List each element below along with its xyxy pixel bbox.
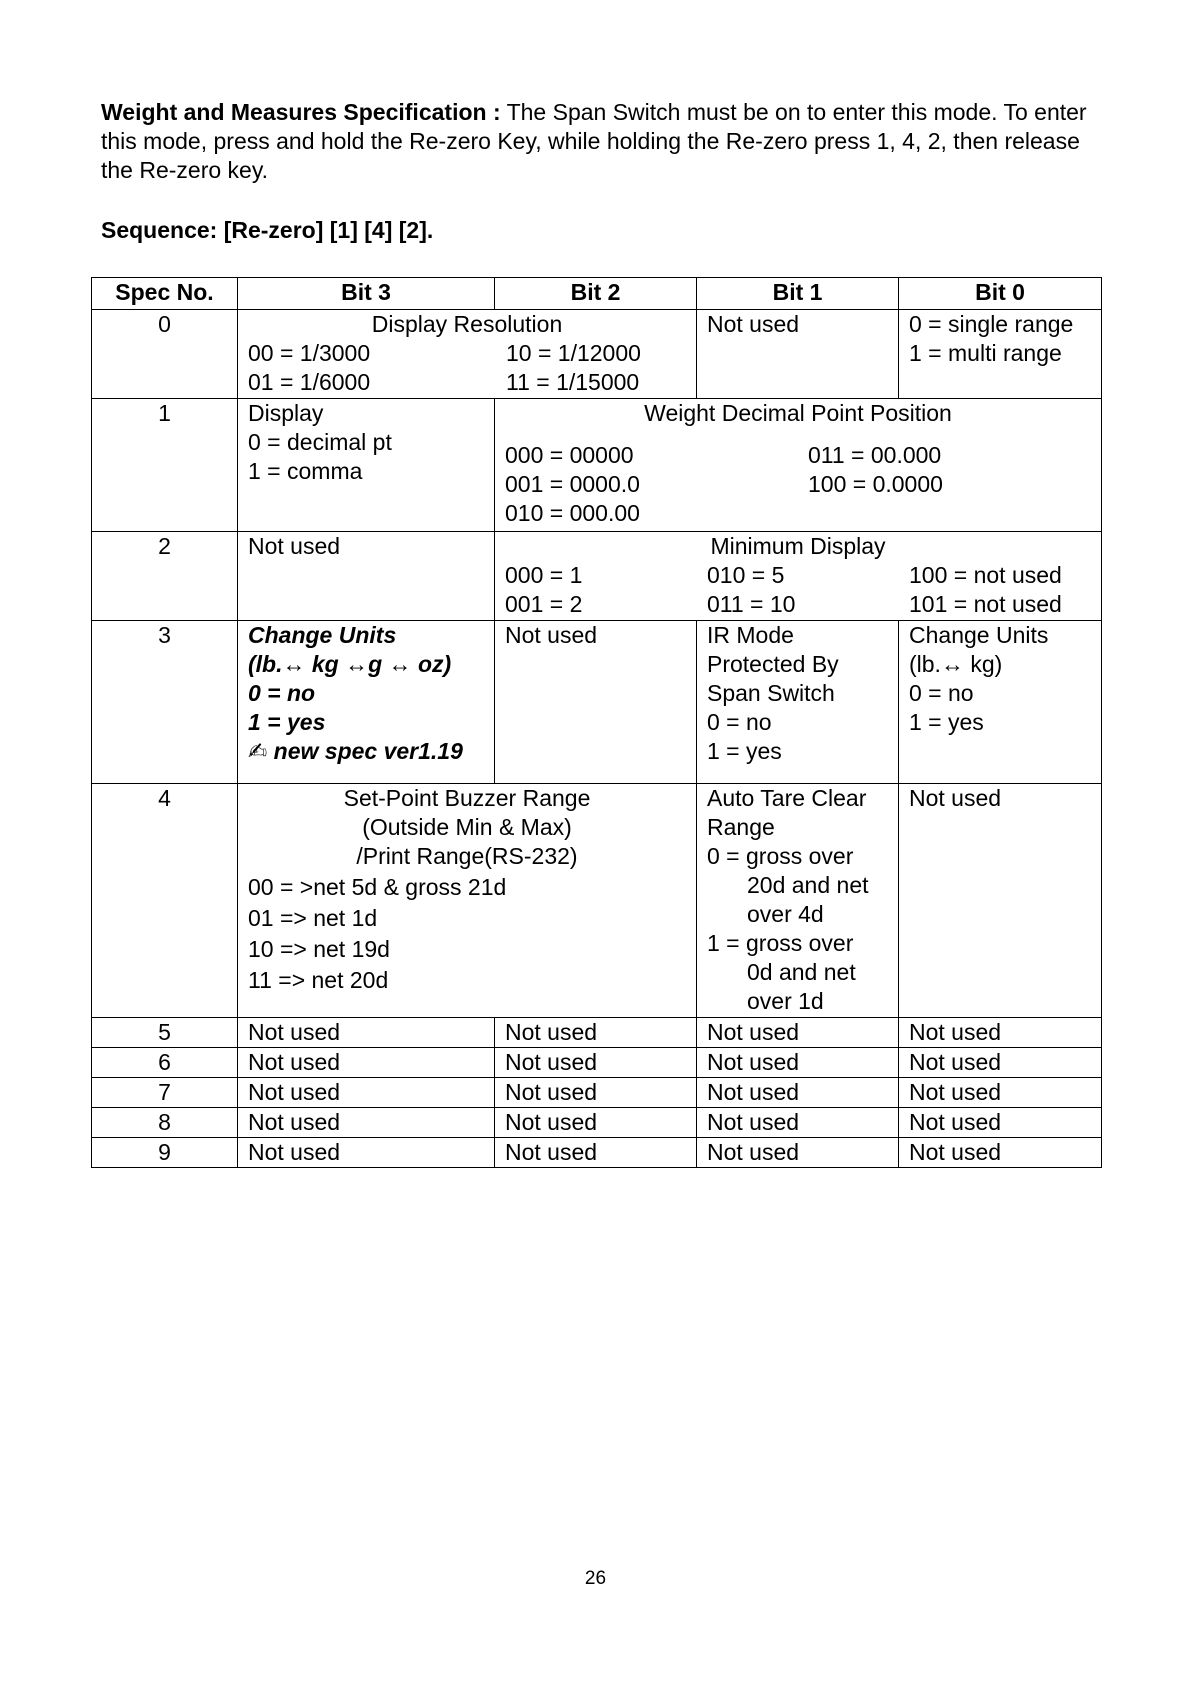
ir-mode-cell	[697, 621, 899, 784]
bit3-cell	[238, 399, 495, 532]
spec-no: 3	[92, 621, 238, 784]
decimal-value: 010 = 000.00	[505, 500, 640, 526]
minimum-display-cell	[495, 532, 1102, 621]
ir-mode-line: Span Switch	[707, 680, 835, 706]
resolution-line	[248, 339, 686, 368]
table-row	[92, 1138, 1102, 1168]
change-units-option: 0 = no	[909, 680, 974, 706]
display-option: 1 = comma	[248, 458, 363, 484]
minimum-display-line	[505, 590, 1091, 619]
page-number: 26	[584, 1568, 607, 1589]
decimal-point-title: Weight Decimal Point Position	[644, 400, 952, 426]
bit3-cell: Not used	[238, 532, 495, 621]
spec-no: 0	[92, 310, 238, 399]
decimal-value: 000 = 00000	[505, 442, 634, 468]
header-bit3: Bit 3	[238, 278, 495, 310]
table-row	[92, 1108, 1102, 1138]
minimum-display-line	[505, 561, 1091, 590]
change-units-option: 0 = no	[248, 680, 316, 706]
change-units-option: 1 = yes	[909, 709, 984, 735]
decimal-line	[505, 470, 1091, 499]
minimum-display-value: 000 = 1	[505, 562, 583, 588]
bit3-cell: Not used	[238, 1138, 495, 1168]
spec-no: 9	[92, 1138, 238, 1168]
sequence-line: Sequence: [Re-zero] [1] [4] [2].	[101, 217, 434, 243]
table-row	[92, 310, 1102, 399]
change-units-title: Change Units	[248, 622, 397, 648]
table-row	[92, 784, 1102, 1018]
bit0-change-units-cell	[899, 621, 1102, 784]
resolution-value: 01 = 1/6000	[248, 369, 371, 395]
change-units-option: 1 = yes	[248, 709, 326, 735]
set-point-option: 01 => net 1d	[248, 905, 378, 931]
auto-tare-option: 20d and net	[747, 872, 869, 898]
bit3-cell: Not used	[238, 1078, 495, 1108]
spec-no: 1	[92, 399, 238, 532]
bit0-cell: Not used	[899, 1138, 1102, 1168]
bit2-cell: Not used	[495, 621, 697, 784]
new-spec-note: ✍ new spec ver1.19	[248, 738, 463, 764]
decimal-value: 001 = 0000.0	[505, 471, 640, 497]
resolution-value: 00 = 1/3000	[248, 340, 371, 366]
spec-no: 6	[92, 1048, 238, 1078]
minimum-display-value: 011 = 10	[707, 591, 796, 617]
bit2-cell: Not used	[495, 1048, 697, 1078]
spec-table	[91, 277, 1102, 1168]
ir-mode-option: 0 = no	[707, 709, 772, 735]
bit1-cell: Not used	[697, 1078, 899, 1108]
auto-tare-line: Auto Tare Clear	[707, 785, 867, 811]
header-bit2: Bit 2	[495, 278, 697, 310]
decimal-line	[505, 441, 1091, 470]
table-row	[92, 1078, 1102, 1108]
set-point-option: 00 = >net 5d & gross 21d	[248, 874, 507, 900]
header-bit0: Bit 0	[899, 278, 1102, 310]
bit2-cell: Not used	[495, 1018, 697, 1048]
bit3-cell: Not used	[238, 1018, 495, 1048]
auto-tare-cell	[697, 784, 899, 1018]
change-units-list: (lb.↔ kg ↔g ↔ oz)	[248, 651, 452, 677]
display-option: 0 = decimal pt	[248, 429, 392, 455]
auto-tare-option: 1 = gross over	[707, 930, 854, 956]
minimum-display-value: 101 = not used	[909, 591, 1062, 617]
table-header-row	[92, 278, 1102, 310]
table-row	[92, 1018, 1102, 1048]
bit1-cell: Not used	[697, 1138, 899, 1168]
bit3-cell: Not used	[238, 1048, 495, 1078]
bit2-cell: Not used	[495, 1108, 697, 1138]
bit3-cell: Not used	[238, 1108, 495, 1138]
minimum-display-value: 001 = 2	[505, 591, 583, 617]
auto-tare-option: 0 = gross over	[707, 843, 854, 869]
change-units-line: Change Units	[909, 622, 1049, 648]
decimal-point-cell	[495, 399, 1102, 532]
bit1-cell: Not used	[697, 1018, 899, 1048]
bit0-cell: Not used	[899, 1078, 1102, 1108]
decimal-value: 011 = 00.000	[808, 442, 942, 468]
bit2-cell: Not used	[495, 1138, 697, 1168]
resolution-line	[248, 368, 686, 397]
set-point-cell	[238, 784, 697, 1018]
resolution-value: 11 = 1/15000	[506, 369, 640, 395]
minimum-display-value: 010 = 5	[707, 562, 785, 588]
bit2-cell: Not used	[495, 1078, 697, 1108]
spec-no: 8	[92, 1108, 238, 1138]
display-resolution-title: Display Resolution	[371, 311, 563, 337]
bit1-cell: Not used	[697, 310, 899, 399]
minimum-display-value: 100 = not used	[909, 562, 1062, 588]
table-row	[92, 621, 1102, 784]
set-point-title: /Print Range(RS-232)	[356, 843, 578, 869]
intro-heading: Weight and Measures Specification :	[101, 99, 501, 125]
display-label: Display	[248, 400, 324, 426]
set-point-option: 10 => net 19d	[248, 936, 390, 962]
bit0-cell: Not used	[899, 784, 1102, 1018]
set-point-option: 11 => net 20d	[248, 967, 389, 993]
set-point-title: (Outside Min & Max)	[362, 814, 572, 840]
bit0-cell: Not used	[899, 1018, 1102, 1048]
auto-tare-line: Range	[707, 814, 775, 840]
table-row	[92, 532, 1102, 621]
auto-tare-option: over 1d	[747, 988, 824, 1014]
change-units-cell	[238, 621, 495, 784]
auto-tare-option: 0d and net	[747, 959, 856, 985]
bit0-cell: Not used	[899, 1108, 1102, 1138]
ir-mode-line: IR Mode	[707, 622, 794, 648]
bit1-cell: Not used	[697, 1108, 899, 1138]
change-units-line: (lb.↔ kg)	[909, 651, 1003, 677]
resolution-value: 10 = 1/12000	[506, 340, 641, 366]
spec-no: 5	[92, 1018, 238, 1048]
bit0-cell	[899, 310, 1102, 399]
bit1-cell: Not used	[697, 1048, 899, 1078]
decimal-value: 100 = 0.0000	[808, 471, 943, 497]
minimum-display-title: Minimum Display	[710, 533, 886, 559]
spec-no: 7	[92, 1078, 238, 1108]
table-row	[92, 399, 1102, 532]
spec-no: 4	[92, 784, 238, 1018]
header-spec-no: Spec No.	[92, 278, 238, 310]
table-row	[92, 1048, 1102, 1078]
spec-no: 2	[92, 532, 238, 621]
intro-paragraph	[101, 98, 1101, 185]
ir-mode-option: 1 = yes	[707, 738, 782, 764]
range-option: 1 = multi range	[909, 340, 1062, 366]
auto-tare-option: over 4d	[747, 901, 824, 927]
bit0-cell: Not used	[899, 1048, 1102, 1078]
set-point-title: Set-Point Buzzer Range	[343, 785, 591, 811]
display-resolution-cell	[238, 310, 697, 399]
range-option: 0 = single range	[909, 311, 1074, 337]
intro-text: The Span Switch must be on to enter this mode. To enter this mode, press and hold the Re-zero Key, while holding the Re-zero press 1, 4, 2, then release the Re-zero key.	[101, 99, 1087, 183]
header-bit1: Bit 1	[697, 278, 899, 310]
ir-mode-line: Protected By	[707, 651, 839, 677]
